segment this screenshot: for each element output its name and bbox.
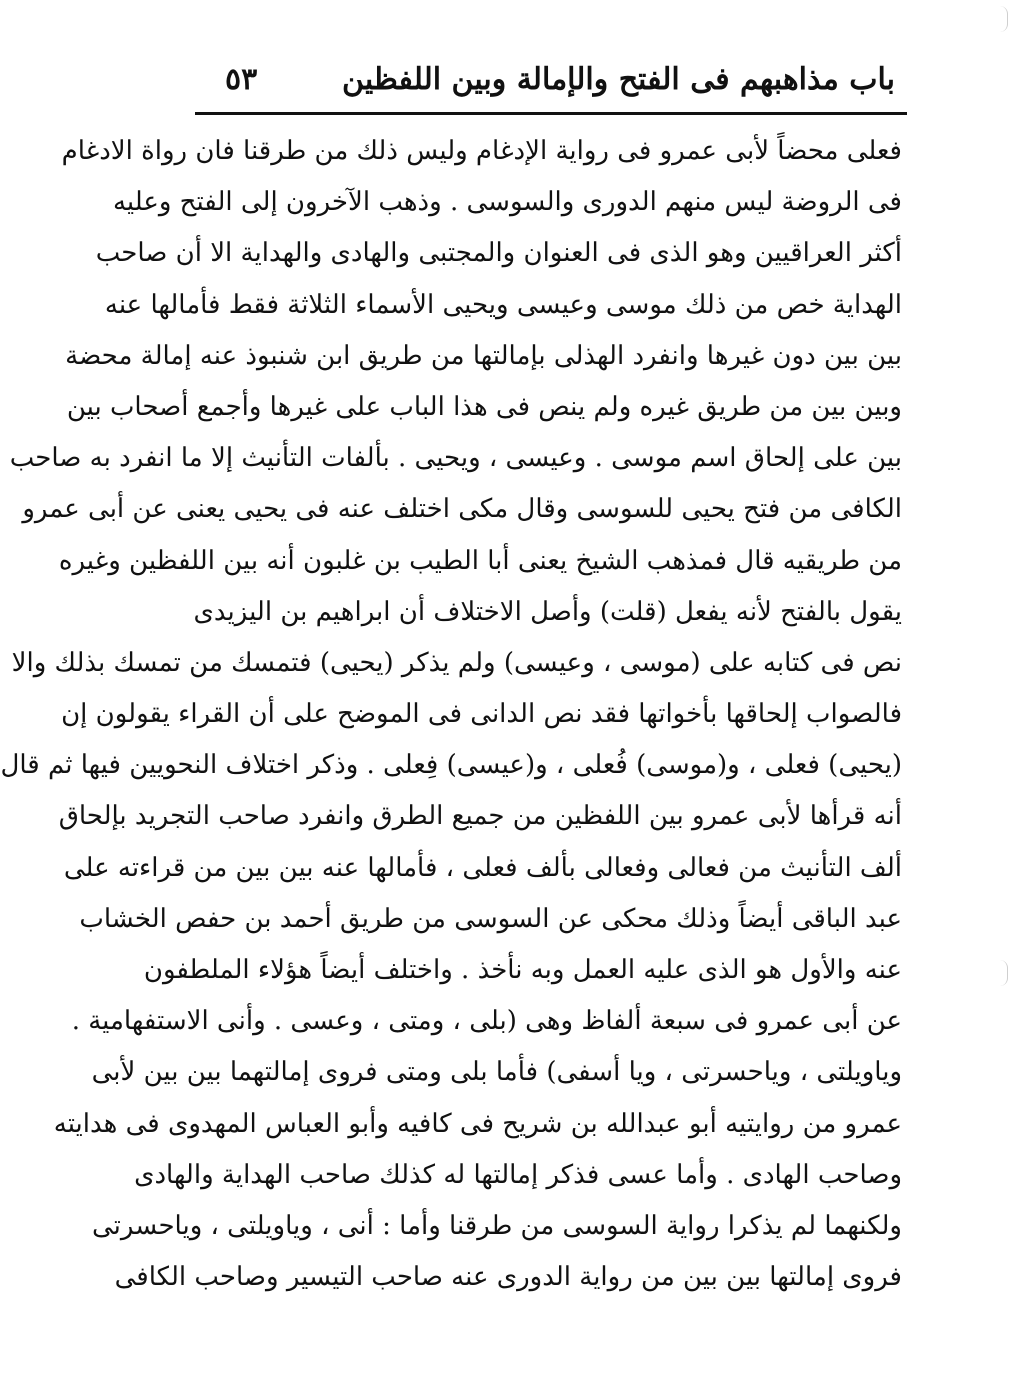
text-line: أنه قرأها لأبى عمرو بين اللفظين من جميع الطرق وانفرد صاحب التجريد بإلحاق bbox=[58, 801, 902, 832]
text-line: (يحيى) فعلى ، و(موسى) فُعلى ، و(عيسى) فِعلى . وذكر اختلاف النحويين فيها ثم قال bbox=[0, 750, 902, 781]
page-number: ٥٣ bbox=[225, 62, 258, 97]
body-text bbox=[0, 126, 902, 1303]
text-line: وصاحب الهادى . وأما عسى فذكر إمالتها له كذلك صاحب الهداية والهادى bbox=[134, 1159, 902, 1190]
text-line: بين على إلحاق اسم موسى . وعيسى ، ويحيى . بألفات التأنيث إلا ما انفرد به صاحب bbox=[9, 443, 902, 474]
text-line: فى الروضة ليس منهم الدورى والسوسى . وذهب الآخرون إلى الفتح وعليه bbox=[112, 187, 902, 218]
text-line: وبين بين من طريق غيره ولم ينص فى هذا الباب على غيرها وأجمع أصحاب بين bbox=[66, 391, 902, 422]
text-line: يقول بالفتح لأنه يفعل (قلت) وأصل الاختلاف أن ابراهيم بن اليزيدى bbox=[193, 596, 902, 627]
text-line: من طريقيه قال فمذهب الشيخ يعنى أبا الطيب بن غلبون أنه بين اللفظين وغيره bbox=[58, 545, 902, 576]
text-line: أكثر العراقيين وهو الذى فى العنوان والمجتبى والهادى والهداية الا أن صاحب bbox=[95, 238, 902, 269]
text-line: ولكنهما لم يذكرا رواية السوسى من طرقنا وأما : أنى ، وياويلتى ، وياحسرتى bbox=[92, 1210, 902, 1241]
text-line: عنه والأول هو الذى عليه العمل وبه نأخذ . واختلف أيضاً هؤلاء الملطفون bbox=[143, 955, 902, 985]
margin-mark-top bbox=[999, 6, 1008, 32]
text-line: عبد الباقى أيضاً وذلك محكى عن السوسى من طريق أحمد بن حفص الخشاب bbox=[79, 903, 902, 934]
text-line: الهداية خص من ذلك موسى وعيسى ويحيى الأسماء الثلاثة فقط فأمالها عنه bbox=[104, 289, 902, 320]
text-line: فعلى محضاً لأبى عمرو فى رواية الإدغام وليس ذلك من طرقنا فان رواة الادغام bbox=[61, 136, 902, 166]
text-line: وياويلتى ، وياحسرتى ، ويا أسفى) فأما بلى ومتى فروى إمالتهما بين بين لأبى bbox=[91, 1057, 902, 1088]
text-line: فروى إمالتها بين بين من رواية الدورى عنه صاحب التيسير وصاحب الكافى bbox=[114, 1262, 902, 1293]
running-head bbox=[195, 58, 905, 110]
text-line: نص فى كتابه على (موسى ، وعيسى) ولم يذكر (يحيى) فتمسك من تمسك بذلك والا bbox=[11, 647, 902, 678]
text-line: فالصواب إلحاقها بأخواتها فقد نص الدانى فى الموضح على أن القراء يقولون إن bbox=[61, 699, 902, 730]
text-line: الكافى من فتح يحيى للسوسى وقال مكى اختلف عنه فى يحيى يعنى عن أبى عمرو bbox=[22, 494, 902, 525]
text-line: عمرو من روايتيه أبو عبدالله بن شريح فى كافيه وأبو العباس المهدوى فى هدايته bbox=[53, 1108, 902, 1139]
header-rule bbox=[195, 112, 907, 115]
text-line: عن أبى عمرو فى سبعة ألفاظ وهى (بلى ، ومتى ، وعسى . وأنى الاستفهامية . bbox=[71, 1006, 902, 1037]
text-line: بين بين دون غيرها وانفرد الهذلى بإمالتها من طريق ابن شنبوذ عنه إمالة محضة bbox=[65, 340, 902, 371]
page-title: باب مذاهبهم فى الفتح والإمالة وبين اللفظين bbox=[342, 62, 895, 97]
text-line: ألف التأنيث من فعالى وفعالى بألف فعلى ، فأمالها عنه بين بين من قراءته على bbox=[63, 852, 902, 883]
margin-mark-side bbox=[999, 960, 1008, 986]
